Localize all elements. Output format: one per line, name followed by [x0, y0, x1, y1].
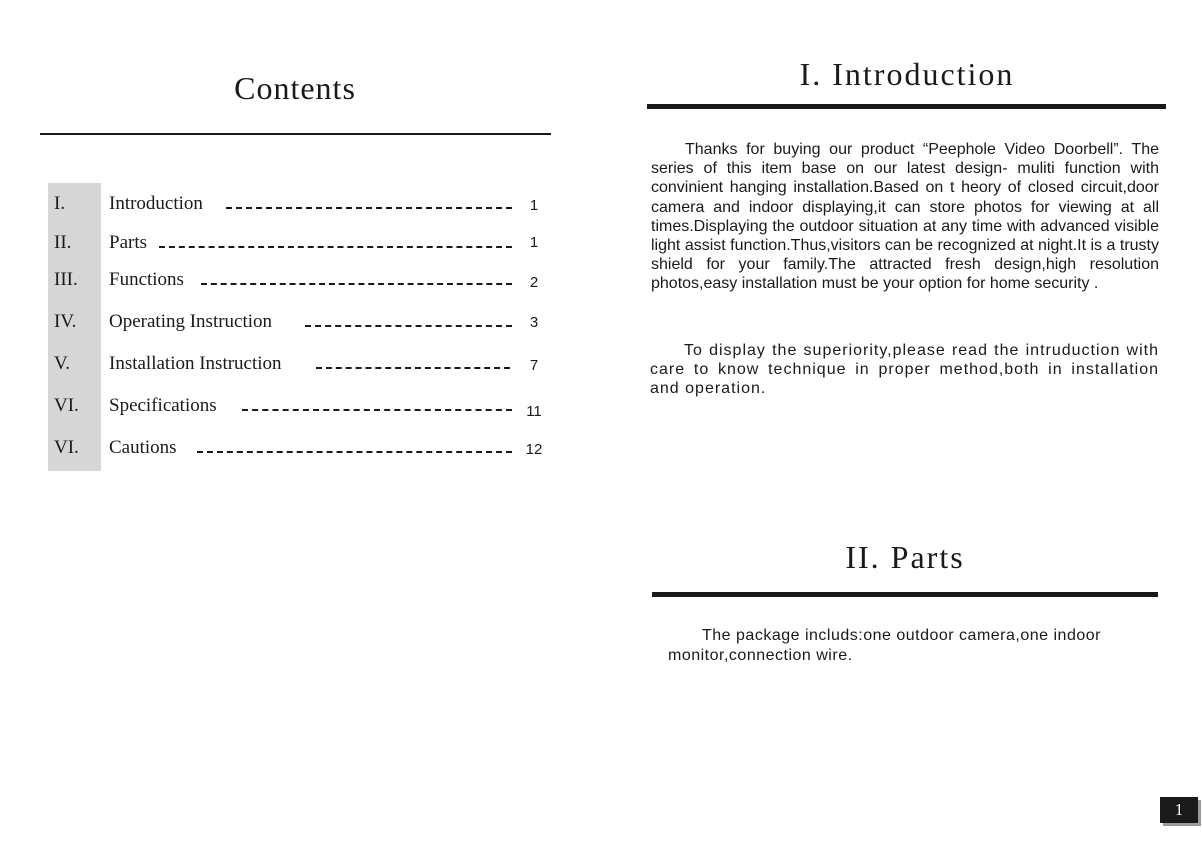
toc-entry-parts[interactable]: [0, 232, 560, 262]
introduction-divider: [647, 104, 1166, 109]
toc-entry-number: I.: [54, 193, 66, 214]
parts-divider: [652, 592, 1158, 597]
introduction-paragraph-2: [650, 341, 1159, 399]
toc-entry-page: 1: [529, 197, 539, 214]
toc-entry-introduction[interactable]: [0, 193, 560, 223]
toc-entry-specifications[interactable]: [0, 395, 560, 425]
toc-entry-number: III.: [54, 269, 78, 290]
parts-title: II. Parts: [845, 539, 965, 575]
toc-entry-label: Introduction: [109, 193, 203, 214]
toc-entry-number: VI.: [54, 395, 79, 416]
toc-entry-page: 2: [529, 274, 539, 291]
toc-entry-installation-instruction[interactable]: [0, 353, 560, 383]
toc-leader-dots: [159, 246, 512, 248]
toc-entry-label: Parts: [109, 232, 147, 253]
contents-divider: [40, 133, 551, 135]
toc-entry-cautions[interactable]: [0, 437, 560, 467]
toc-entry-page: 11: [526, 403, 542, 420]
toc-entry-page: 12: [525, 441, 543, 458]
toc-entry-label: Functions: [109, 269, 184, 290]
page-number-badge: 1: [1160, 797, 1198, 823]
toc-entry-label: Cautions: [109, 437, 177, 458]
toc-entry-page: 3: [529, 314, 539, 331]
toc-leader-dots: [316, 367, 510, 369]
toc-entry-number: II.: [54, 232, 72, 253]
toc-entry-number: V.: [54, 353, 71, 374]
toc-entry-label: Operating Instruction: [109, 311, 273, 332]
toc-entry-operating-instruction[interactable]: [0, 311, 560, 341]
toc-leader-dots: [305, 325, 512, 327]
introduction-paragraph-1-text: Thanks for buying our product “Peephole Video Doorbell”. The series of this item base on our latest design- muliti function with convinient hanging installation.Based on t heory of closed circuit,door camera and indoor displaying,it can store photos for viewing at all times.Displaying the outdoor situation at any time with advanced visible light assist function.Thus,visitors can be recognized at night.It is a trusty shield for your family.The attracted fresh design,high resolution photos,easy installation must be your option for home security .: [651, 141, 1159, 293]
toc-leader-dots: [226, 207, 512, 209]
introduction-paragraph-1: [651, 140, 1159, 294]
toc-leader-dots: [242, 409, 512, 411]
parts-paragraph-text: The package includs:one outdoor camera,one indoor monitor,connection wire.: [668, 627, 1101, 664]
toc-entry-page: 1: [529, 234, 539, 251]
toc-entry-label: Installation Instruction: [109, 353, 282, 374]
introduction-paragraph-2-text: To display the superiority,please read the intruduction with care to know technique in proper method,both in installation and operation.: [650, 342, 1159, 398]
toc-entry-number: VI.: [54, 437, 79, 458]
introduction-title: I. Introduction: [799, 56, 1015, 92]
toc-leader-dots: [201, 283, 512, 285]
toc-leader-dots: [197, 451, 512, 453]
parts-paragraph: [668, 626, 1148, 666]
toc-entry-page: 7: [529, 357, 539, 374]
contents-title: Contents: [234, 70, 356, 106]
toc-entry-label: Specifications: [109, 395, 217, 416]
toc-entry-number: IV.: [54, 311, 77, 332]
toc-entry-functions[interactable]: [0, 269, 560, 299]
